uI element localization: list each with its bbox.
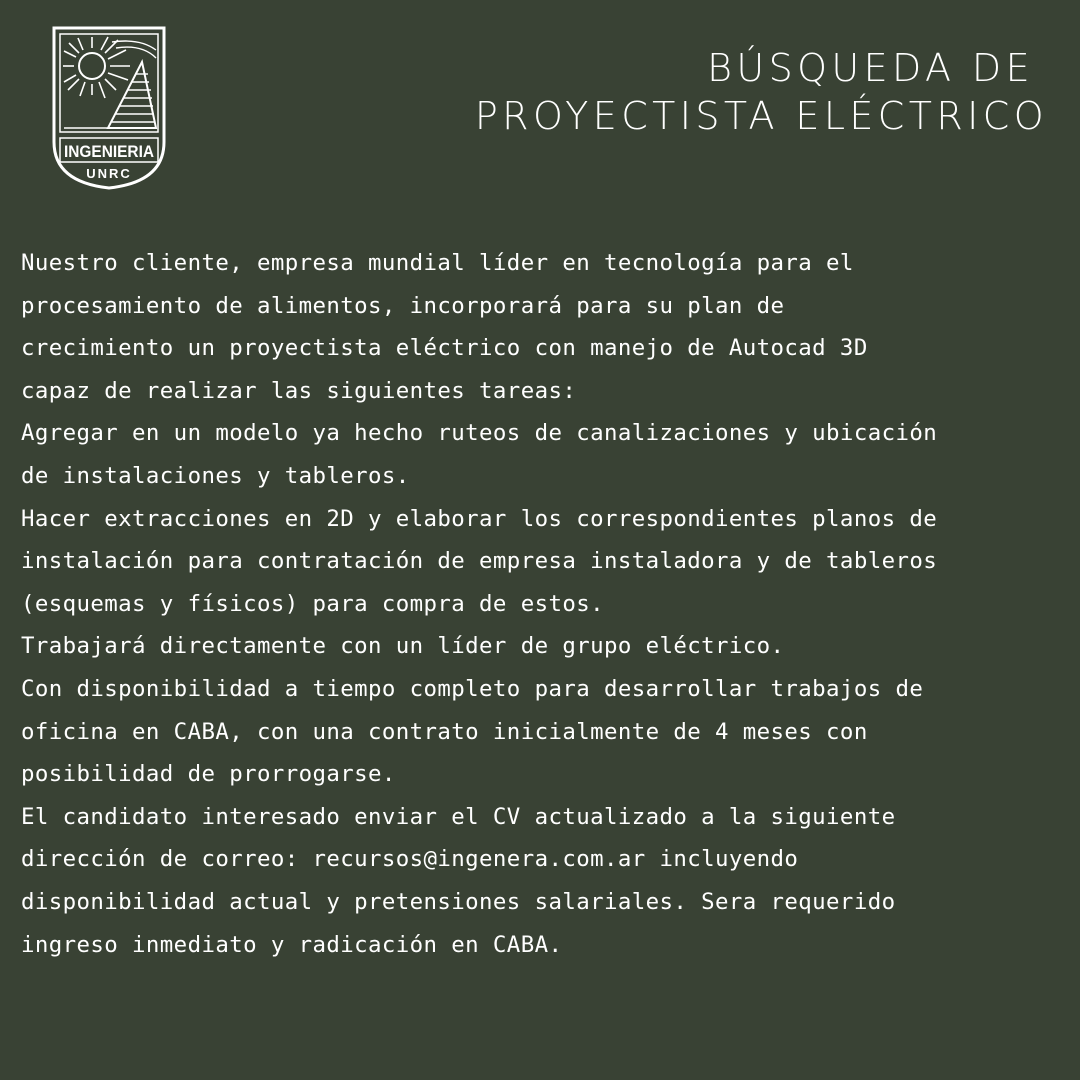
shield-logo-icon [50, 24, 168, 192]
description-line: Agregar en un modelo ya hecho ruteos de canalizaciones y ubicación [21, 420, 938, 447]
description-line: (esquemas y físicos) para compra de estos. [21, 590, 604, 617]
job-description [21, 242, 1061, 966]
description-line: capaz de realizar las siguientes tareas: [21, 377, 577, 404]
description-line: disponibilidad actual y pretensiones salariales. Sera requerido [21, 888, 896, 915]
description-line: Trabajará directamente con un líder de grupo eléctrico. [21, 633, 785, 660]
title-line-1: BÚSQUEDA DE [707, 46, 1034, 90]
logo-sub-text: UNRC [86, 166, 132, 181]
description-line: Hacer extracciones en 2D y elaborar los correspondientes planos de [21, 505, 938, 532]
description-line: crecimiento un proyectista eléctrico con manejo de Autocad 3D [21, 335, 868, 362]
description-line: procesamiento de alimentos, incorporará para su plan de [21, 292, 785, 319]
ingenieria-unrc-logo [50, 24, 168, 192]
description-line: ingreso inmediato y radicación en CABA. [21, 931, 563, 958]
page-title [475, 44, 1048, 140]
description-line: de instalaciones y tableros. [21, 462, 410, 489]
description-line: oficina en CABA, con una contrato inicialmente de 4 meses con [21, 718, 868, 745]
email-line: dirección de correo: recursos@ingenera.com.ar incluyendo [21, 846, 799, 873]
description-line: Con disponibilidad a tiempo completo para desarrollar trabajos de [21, 675, 924, 702]
description-line: instalación para contratación de empresa instaladora y de tableros [21, 548, 938, 575]
title-line-2: PROYECTISTA ELÉCTRICO [474, 94, 1048, 138]
logo-main-text: INGENIERIA [64, 143, 155, 161]
description-line: Nuestro cliente, empresa mundial líder en tecnología para el [21, 250, 854, 276]
description-line: posibilidad de prorrogarse. [21, 761, 396, 788]
description-line: El candidato interesado enviar el CV actualizado a la siguiente [21, 803, 896, 830]
